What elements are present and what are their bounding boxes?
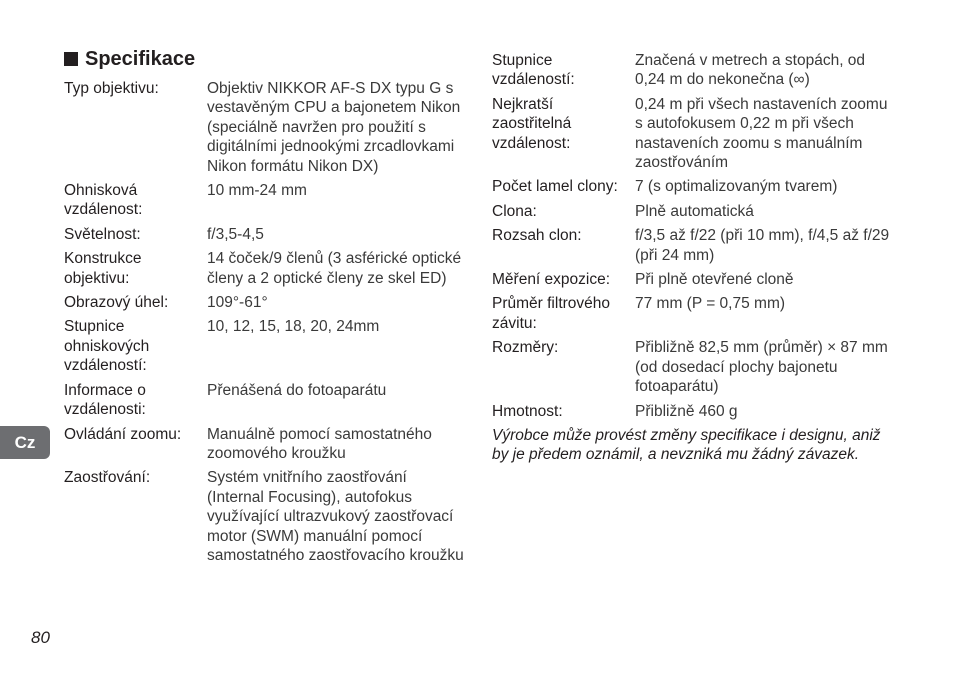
spec-row xyxy=(64,181,464,220)
spec-row xyxy=(64,381,464,420)
spec-row xyxy=(492,226,892,265)
spec-value: f/3,5-4,5 xyxy=(207,225,264,243)
spec-label: Zaostřování: xyxy=(64,469,151,487)
spec-value: Přenášená do fotoaparátu xyxy=(207,381,387,399)
spec-row xyxy=(492,338,892,396)
spec-row xyxy=(492,294,892,333)
spec-label: Rozsah clon: xyxy=(492,227,582,245)
spec-label: Typ objektivu: xyxy=(64,80,159,97)
spec-label: Počet lamel clony: xyxy=(492,178,618,196)
spec-row xyxy=(64,293,464,312)
spec-value: Plně automatická xyxy=(635,202,754,220)
spec-value: Při plně otevřené cloně xyxy=(635,271,794,289)
spec-row xyxy=(492,202,892,221)
left-spec-column xyxy=(64,79,464,570)
spec-label: Ohnisková vzdálenost: xyxy=(64,182,143,219)
spec-row xyxy=(492,51,892,90)
spec-value: Manuálně pomocí samostatného zoomového kroužku xyxy=(207,425,432,462)
spec-value: Objektiv NIKKOR AF-S DX typu G s vestavěným CPU a bajonetem Nikon (speciálně navržen pro použití s digitálními jednookými zrcadlovkami Nikon formátu Nikon DX) xyxy=(207,80,461,175)
spec-label: Stupnice vzdáleností: xyxy=(492,52,575,89)
language-tab-label: Cz xyxy=(14,432,36,452)
spec-value: Přibližně 460 g xyxy=(635,402,738,420)
spec-row xyxy=(64,468,464,565)
spec-row xyxy=(64,225,464,244)
spec-value: Systém vnitřního zaostřování (Internal Focusing), autofokus využívající ultrazvukový zaostřovací motor (SWM) manuální pomocí samostatného zaostřovacího kroužku xyxy=(207,469,464,564)
spec-label: Nejkratší zaostřitelná vzdálenost: xyxy=(492,95,572,152)
language-tab xyxy=(0,426,50,459)
spec-label: Obrazový úhel: xyxy=(64,294,169,312)
disclaimer-note: Výrobce může provést změny specifikace i designu, aniž by je předem oznámil, a nevzniká mu žádný závazek. xyxy=(492,426,881,464)
spec-row xyxy=(64,249,464,288)
spec-row xyxy=(492,177,892,196)
spec-label: Clona: xyxy=(492,202,537,220)
spec-row xyxy=(492,270,892,289)
heading-text: Specifikace xyxy=(85,48,196,70)
spec-value: 14 čoček/9 členů (3 asférické optické členy a 2 optické členy ze skel ED) xyxy=(207,250,462,287)
spec-label: Hmotnost: xyxy=(492,402,563,420)
right-spec-column xyxy=(492,51,892,465)
spec-value: 7 (s optimalizovaným tvarem) xyxy=(635,178,838,196)
spec-row xyxy=(64,425,464,464)
section-heading xyxy=(64,47,195,71)
spec-row xyxy=(64,79,464,176)
spec-value: Značená v metrech a stopách, od 0,24 m do nekonečna (∞) xyxy=(635,52,866,89)
spec-value: 10, 12, 15, 18, 20, 24mm xyxy=(207,318,380,336)
spec-label: Ovládání zoomu: xyxy=(64,425,182,443)
spec-value: 0,24 m při všech nastaveních zoomu s autofokusem 0,22 m při všech nastaveních zoomu s manuálním zaostřováním xyxy=(635,95,888,172)
spec-label: Rozměry: xyxy=(492,339,559,357)
page-number: 80 xyxy=(31,628,50,647)
spec-label: Světelnost: xyxy=(64,225,141,243)
spec-label: Průměr filtrového závitu: xyxy=(492,295,611,332)
spec-value: 77 mm (P = 0,75 mm) xyxy=(635,295,786,313)
spec-label: Konstrukce objektivu: xyxy=(64,250,142,287)
spec-value: 109°-61° xyxy=(207,294,268,312)
spec-row xyxy=(64,317,464,375)
spec-row xyxy=(492,95,892,173)
square-bullet-icon xyxy=(64,52,78,66)
spec-label: Informace o vzdálenosti: xyxy=(64,381,146,419)
spec-label: Měření expozice: xyxy=(492,271,611,289)
spec-label: Stupnice ohniskových vzdáleností: xyxy=(64,318,150,375)
spec-value: Přibližně 82,5 mm (průměr) × 87 mm (od dosedací plochy bajonetu fotoaparátu) xyxy=(635,339,888,396)
spec-row xyxy=(492,402,892,421)
spec-value: 10 mm-24 mm xyxy=(207,182,307,200)
spec-value: f/3,5 až f/22 (při 10 mm), f/4,5 až f/29 (při 24 mm) xyxy=(635,227,890,264)
